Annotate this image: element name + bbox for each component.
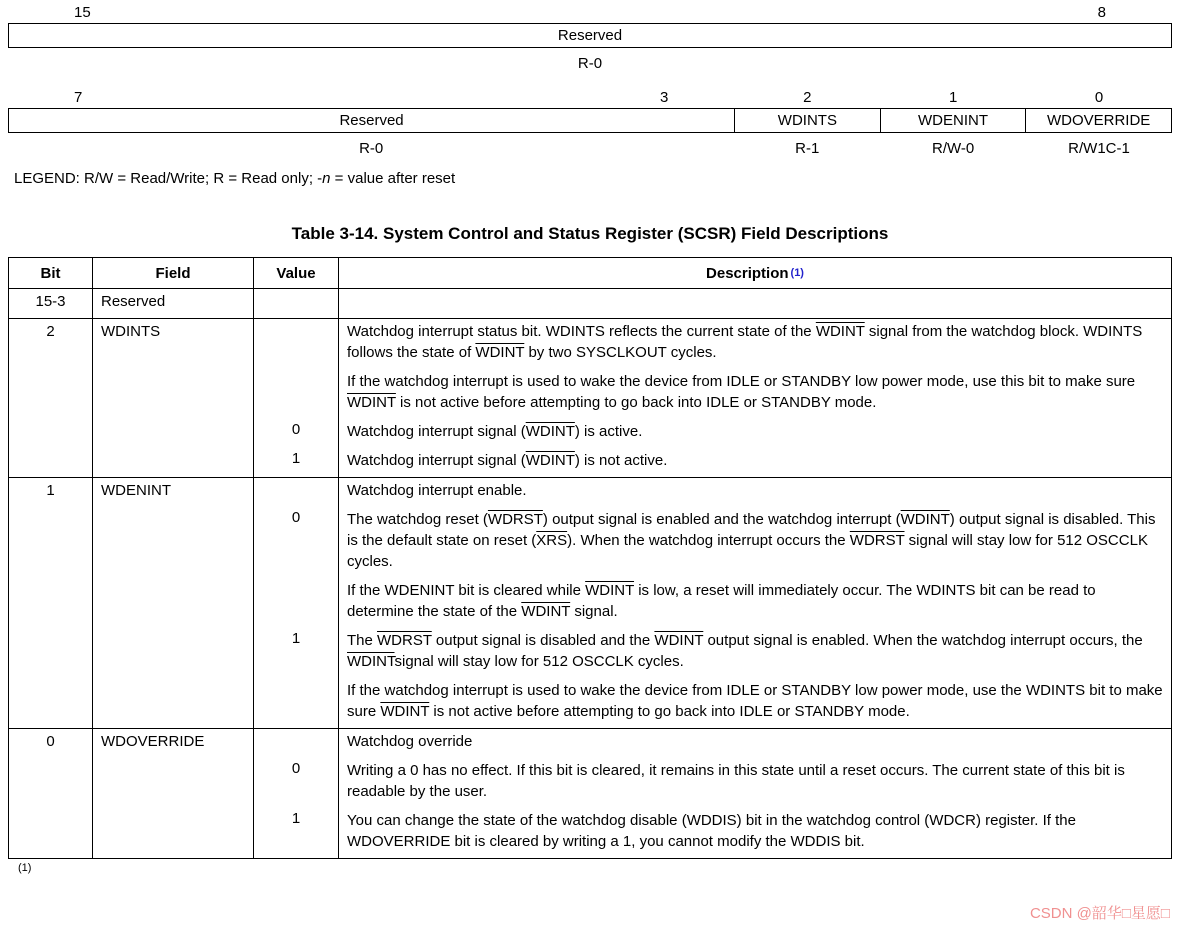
description-text: Watchdog interrupt status bit. WDINTS reflects the current state of the WDINT signal from the watchdog block. WDINTS follows the state of WDINT by two SYSCLKOUT cycles. [347, 323, 1143, 361]
table-title: Table 3-14. System Control and Status Register (SCSR) Field Descriptions [291, 224, 889, 243]
bit-numbers-row-15-8 [8, 0, 1172, 23]
description-text [339, 289, 1171, 318]
register-row-7-0 [8, 108, 1172, 133]
csdn-watermark: CSDN @韶华□星愿□ [1029, 905, 1170, 922]
description-text: The watchdog reset (WDRST) output signal is enabled and the watchdog interrupt (WDINT) output signal is disabled. This is the default state on reset $(\overline{XRS})$. When the watchdog interrupt occurs the WDRST signal will stay low for 512 OSCCLK cycles. [347, 511, 1156, 570]
value-cell [254, 369, 339, 419]
field-descriptions-table [8, 257, 1172, 859]
description-block [254, 289, 1171, 318]
reset-value: R/W1C-1 [1068, 140, 1130, 157]
value-cell: 1 [254, 448, 339, 477]
bit-cell: 15-3 [9, 289, 93, 318]
description-block [254, 478, 1171, 507]
table-row [9, 477, 1171, 728]
reserved-bits-cell: Reserved [557, 27, 623, 44]
value-cell: 1 [254, 808, 339, 858]
value-cell [254, 678, 339, 728]
field-cell: WDENINT [93, 478, 254, 728]
description-text: Watchdog interrupt signal (WDINT) is active. [347, 423, 643, 440]
description-column-header [339, 258, 1171, 288]
value-cell [254, 289, 339, 318]
legend-italic-n: n [322, 170, 331, 187]
value-cell: 1 [254, 628, 339, 678]
field-column-header: Field [93, 258, 254, 288]
reset-value: R-0 [359, 140, 384, 157]
bit-number-8: 8 [1097, 4, 1106, 21]
wdints-bit-cell: WDINTS [734, 109, 880, 132]
description-block [254, 678, 1171, 728]
field-cell: WDINTS [93, 319, 254, 477]
bit-cell: 2 [9, 319, 93, 477]
register-row-15-8 [8, 23, 1172, 48]
description-text: Watchdog override [347, 733, 473, 750]
description-block [254, 578, 1171, 628]
reset-value: R/W-0 [932, 140, 975, 157]
value-cell: 0 [254, 419, 339, 448]
bit-number-15: 15 [74, 4, 91, 21]
description-text: Watchdog interrupt enable. [347, 482, 527, 499]
description-text: Watchdog interrupt signal (WDINT) is not active. [347, 452, 668, 469]
reset-value: R-0 [577, 55, 603, 72]
description-block [254, 419, 1171, 448]
bit-cell: 1 [9, 478, 93, 728]
bit-number-3: 3 [659, 89, 669, 106]
value-cell: 0 [254, 758, 339, 808]
reset-value: R-1 [795, 140, 820, 157]
value-cell [254, 729, 339, 758]
reserved-bits-cell: Reserved [339, 112, 404, 129]
description-block [254, 808, 1171, 858]
value-column-header: Value [254, 258, 339, 288]
description-block [254, 448, 1171, 477]
field-cell: WDOVERRIDE [93, 729, 254, 858]
footnote-marker: (1) [18, 862, 32, 874]
description-text: If the watchdog interrupt is used to wake the device from IDLE or STANDBY low power mode, use this bit to make sure WDINT is not active before attempting to go back into IDLE or STANDBY mode. [347, 373, 1136, 411]
value-cell [254, 319, 339, 369]
bit-cell: 0 [9, 729, 93, 858]
register-bit-diagram [8, 0, 1172, 187]
row-description-blocks [254, 478, 1171, 728]
field-cell: Reserved [93, 289, 254, 318]
reset-values-row-7-0 [8, 133, 1172, 161]
table-row [9, 728, 1171, 858]
bit-column-header: Bit [9, 258, 93, 288]
description-text: If the watchdog interrupt is used to wake the device from IDLE or STANDBY low power mode, use the WDINTS bit to make sure WDINT is not active before attempting to go back into IDLE or STANDBY mode. [347, 682, 1163, 720]
wdenint-bit-cell: WDENINT [880, 109, 1026, 132]
description-block [254, 729, 1171, 758]
description-text: If the WDENINT bit is cleared while WDINT is low, a reset will immediately occur. The WDINTS bit can be read to determine the state of the WDINT signal. [347, 582, 1096, 620]
value-cell [254, 478, 339, 507]
reserved-bit-range [8, 89, 734, 106]
bit-number-0: 0 [1094, 89, 1104, 106]
description-text: You can change the state of the watchdog disable (WDDIS) bit in the watchdog control (WDCR) register. If the WDOVERRIDE bit is cleared by writing a 1, you cannot modify the WDDIS bit. [347, 812, 1076, 850]
reset-values-row-15-8 [8, 48, 1172, 76]
description-header-label: Description [706, 264, 789, 282]
row-description-blocks [254, 319, 1171, 477]
legend-post: = value after reset [330, 170, 456, 187]
value-cell: 0 [254, 507, 339, 578]
description-block [254, 758, 1171, 808]
bit-numbers-row-7-0 [8, 76, 1172, 108]
footnote-ref: (1) [790, 267, 804, 279]
row-description-blocks [254, 289, 1171, 318]
table-row [9, 288, 1171, 318]
value-cell [254, 578, 339, 628]
bit-number-1: 1 [948, 89, 958, 106]
row-description-blocks [254, 729, 1171, 858]
legend-pre: LEGEND: R/W = Read/Write; R = Read only; - [14, 170, 323, 187]
bit-number-2: 2 [803, 89, 812, 106]
description-block [254, 369, 1171, 419]
description-block [254, 507, 1171, 578]
wdoverride-bit-cell: WDOVERRIDE [1025, 109, 1171, 132]
legend-text [14, 170, 1172, 187]
description-text: The WDRST output signal is disabled and the WDINT output signal is enabled. When the watchdog interrupt occurs, the WDINTsignal will stay low for 512 OSCCLK cycles. [347, 632, 1143, 670]
description-block [254, 628, 1171, 678]
table-header-row [9, 258, 1171, 288]
description-block [254, 319, 1171, 369]
table-row [9, 318, 1171, 477]
description-text: Writing a 0 has no effect. If this bit is cleared, it remains in this state until a reset occurs. The current state of this bit is readable by the user. [347, 762, 1125, 800]
bit-number-7: 7 [74, 89, 83, 106]
